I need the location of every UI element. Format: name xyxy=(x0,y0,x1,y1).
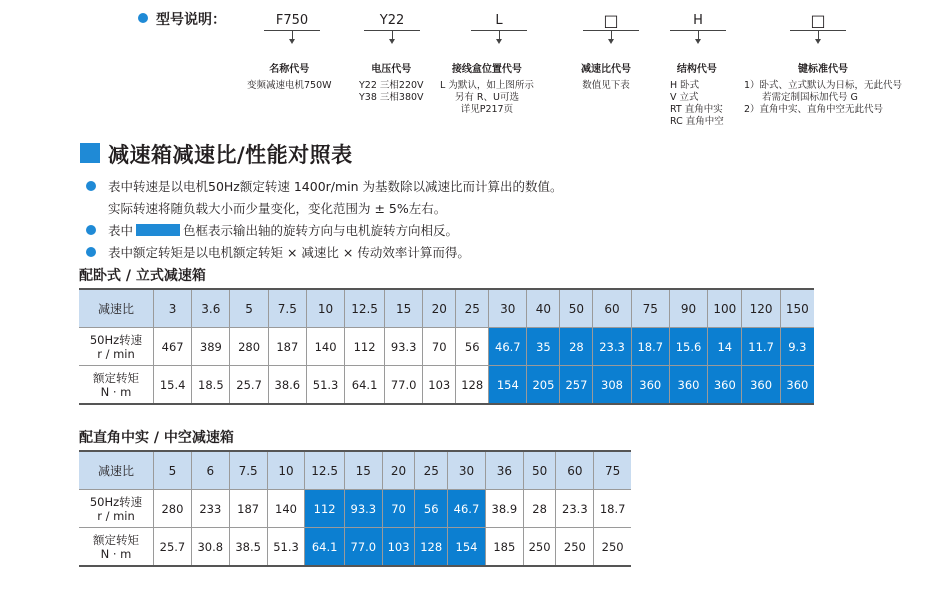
desc-line: RC 直角中空 xyxy=(670,116,724,127)
torque-cell: 64.1 xyxy=(345,366,385,405)
torque-cell: 128 xyxy=(415,528,448,567)
ratio-cell: 100 xyxy=(708,289,742,328)
torque-cell: 205 xyxy=(527,366,560,405)
code-f750 xyxy=(262,12,322,39)
torque-cell: 51.3 xyxy=(306,366,344,405)
ratio-cell: 120 xyxy=(742,289,780,328)
ratio-cell: 75 xyxy=(594,451,631,490)
speed-cell: 11.7 xyxy=(742,328,780,366)
ratio-cell: 36 xyxy=(485,451,523,490)
speed-cell: 467 xyxy=(154,328,192,366)
desc-line: 详见P217页 xyxy=(460,104,514,115)
desc-title: 名称代号 xyxy=(269,64,310,75)
ratio-cell: 40 xyxy=(527,289,560,328)
note-text: 实际转速将随负载大小而少量变化，变化范围为 ± 5%左右。 xyxy=(108,201,447,216)
desc-title: 减速比代号 xyxy=(581,64,631,75)
desc-voltage xyxy=(359,64,424,104)
desc-line: RT 直角中实 xyxy=(670,104,723,115)
desc-title: 键标准代号 xyxy=(798,64,849,75)
speed-cell: 140 xyxy=(306,328,344,366)
speed-cell: 112 xyxy=(305,490,344,528)
desc-line: 1）卧式、立式默认为日标，无此代号 xyxy=(744,80,903,91)
speed-cell: 46.7 xyxy=(448,490,486,528)
desc-line: L 为默认，如上图所示 xyxy=(440,80,534,91)
torque-cell: 15.4 xyxy=(154,366,192,405)
speed-cell: 18.7 xyxy=(631,328,669,366)
torque-cell: 154 xyxy=(489,366,527,405)
code-symbol: L xyxy=(495,13,503,28)
note-text: 表中 xyxy=(108,223,134,238)
speed-cell: 28 xyxy=(560,328,593,366)
speed-cell: 233 xyxy=(191,490,229,528)
ratio-cell: 5 xyxy=(230,289,268,328)
speed-cell: 187 xyxy=(229,490,267,528)
code-h xyxy=(668,12,728,39)
code-symbol: Y22 xyxy=(379,13,405,28)
speed-cell: 46.7 xyxy=(489,328,527,366)
desc-line: 另有 R、U可选 xyxy=(454,92,519,103)
speed-cell: 140 xyxy=(267,490,305,528)
speed-cell: 56 xyxy=(456,328,489,366)
note-text: 表中转速是以电机50Hz额定转速 1400r/min 为基数除以减速比而计算出的数值。 xyxy=(108,179,563,194)
torque-cell: 51.3 xyxy=(267,528,305,567)
speed-cell: 35 xyxy=(527,328,560,366)
torque-cell: 360 xyxy=(669,366,707,405)
ratio-cell: 3 xyxy=(154,289,192,328)
ratio-cell: 60 xyxy=(556,451,594,490)
note-1 xyxy=(86,177,563,195)
bullet-icon xyxy=(86,247,96,257)
ratio-cell: 12.5 xyxy=(345,289,385,328)
ratio-cell: 7.5 xyxy=(229,451,267,490)
ratio-cell: 150 xyxy=(780,289,814,328)
ratio-cell: 60 xyxy=(593,289,631,328)
ratio-cell: 7.5 xyxy=(268,289,306,328)
desc-title: 接线盒位置代号 xyxy=(451,64,522,75)
bullet-icon xyxy=(138,13,148,23)
speed-cell: 23.3 xyxy=(593,328,631,366)
desc-key xyxy=(744,64,902,116)
desc-name xyxy=(247,64,332,92)
desc-line: Y38 三相380V xyxy=(359,92,424,103)
table-right-angle xyxy=(79,450,631,567)
speed-cell: 18.7 xyxy=(594,490,631,528)
ratio-cell: 20 xyxy=(382,451,415,490)
speed-cell: 23.3 xyxy=(556,490,594,528)
torque-cell: 128 xyxy=(456,366,489,405)
torque-cell: 360 xyxy=(742,366,780,405)
ratio-cell: 10 xyxy=(306,289,344,328)
speed-cell: 187 xyxy=(268,328,306,366)
ratio-cell: 50 xyxy=(560,289,593,328)
code-ratio xyxy=(581,12,641,39)
page-title: 减速箱减速比/性能对照表 xyxy=(108,143,353,167)
blue-legend-swatch xyxy=(136,224,180,236)
torque-cell: 257 xyxy=(560,366,593,405)
ratio-cell: 20 xyxy=(423,289,456,328)
torque-cell: 64.1 xyxy=(305,528,344,567)
speed-cell: 112 xyxy=(345,328,385,366)
torque-cell: 30.8 xyxy=(191,528,229,567)
bullet-icon xyxy=(86,225,96,235)
torque-row xyxy=(79,366,814,405)
ratio-cell: 15 xyxy=(344,451,382,490)
ratio-cell: 30 xyxy=(489,289,527,328)
speed-cell: 280 xyxy=(154,490,192,528)
speed-cell: 14 xyxy=(708,328,742,366)
speed-cell: 38.9 xyxy=(485,490,523,528)
desc-line: 变频减速电机750W xyxy=(247,80,332,91)
torque-cell: 185 xyxy=(485,528,523,567)
ratio-cell: 3.6 xyxy=(192,289,230,328)
note-text: 表中额定转矩是以电机额定转矩 × 减速比 × 传动效率计算而得。 xyxy=(108,245,470,260)
heading-square-icon xyxy=(80,143,100,163)
desc-title: 结构代号 xyxy=(676,64,717,75)
torque-cell: 38.5 xyxy=(229,528,267,567)
desc-line: 2）直角中实、直角中空无此代号 xyxy=(744,104,884,115)
torque-cell: 103 xyxy=(423,366,456,405)
speed-cell: 93.3 xyxy=(344,490,382,528)
table1-title: 配卧式 / 立式减速箱 xyxy=(79,268,206,284)
ratio-row xyxy=(79,451,631,490)
ratio-cell: 25 xyxy=(456,289,489,328)
speed-cell: 70 xyxy=(423,328,456,366)
torque-cell: 25.7 xyxy=(154,528,192,567)
table-horizontal-vertical xyxy=(79,288,814,405)
ratio-cell: 75 xyxy=(631,289,669,328)
ratio-label: 减速比 xyxy=(79,451,154,490)
speed-cell: 280 xyxy=(230,328,268,366)
ratio-label: 减速比 xyxy=(79,289,154,328)
ratio-cell: 10 xyxy=(267,451,305,490)
speed-cell: 15.6 xyxy=(669,328,707,366)
desc-line: H 卧式 xyxy=(670,80,700,91)
speed-label: 50Hz转速 r / min xyxy=(79,490,154,528)
note-2 xyxy=(86,221,458,239)
speed-cell: 389 xyxy=(192,328,230,366)
code-key xyxy=(788,12,848,39)
speed-label: 50Hz转速 r / min xyxy=(79,328,154,366)
ratio-cell: 50 xyxy=(523,451,556,490)
desc-line: V 立式 xyxy=(670,92,699,103)
desc-junction xyxy=(440,64,534,116)
speed-row xyxy=(79,328,814,366)
code-symbol: H xyxy=(693,13,703,28)
speed-cell: 70 xyxy=(382,490,415,528)
ratio-cell: 5 xyxy=(154,451,192,490)
torque-cell: 25.7 xyxy=(230,366,268,405)
torque-label: 额定转矩 N · m xyxy=(79,366,154,405)
code-symbol: □ xyxy=(810,11,826,30)
desc-line: Y22 三相220V xyxy=(359,80,424,91)
torque-cell: 308 xyxy=(593,366,631,405)
code-symbol: □ xyxy=(603,11,619,30)
code-y22 xyxy=(362,12,422,39)
torque-cell: 360 xyxy=(631,366,669,405)
speed-cell: 28 xyxy=(523,490,556,528)
ratio-row xyxy=(79,289,814,328)
torque-cell: 250 xyxy=(523,528,556,567)
table2-title: 配直角中实 / 中空减速箱 xyxy=(79,430,234,446)
torque-cell: 77.0 xyxy=(385,366,423,405)
torque-cell: 250 xyxy=(556,528,594,567)
torque-cell: 250 xyxy=(594,528,631,567)
torque-cell: 360 xyxy=(780,366,814,405)
ratio-cell: 12.5 xyxy=(305,451,344,490)
torque-cell: 77.0 xyxy=(344,528,382,567)
bullet-icon xyxy=(86,181,96,191)
ratio-cell: 90 xyxy=(669,289,707,328)
note-3 xyxy=(86,243,470,261)
torque-cell: 360 xyxy=(708,366,742,405)
code-symbol: F750 xyxy=(275,13,309,28)
desc-title: 电压代号 xyxy=(371,64,412,75)
ratio-cell: 6 xyxy=(191,451,229,490)
torque-row xyxy=(79,528,631,567)
note-1b xyxy=(108,199,446,217)
torque-cell: 18.5 xyxy=(192,366,230,405)
note-text: 色框表示输出轴的旋转方向与电机旋转方向相反。 xyxy=(183,223,459,238)
desc-line: 若需定制国标加代号 G xyxy=(762,92,858,103)
torque-cell: 103 xyxy=(382,528,415,567)
desc-line: 数值见下表 xyxy=(582,80,630,91)
desc-structure xyxy=(670,64,724,128)
speed-cell: 9.3 xyxy=(780,328,814,366)
ratio-cell: 15 xyxy=(385,289,423,328)
ratio-cell: 30 xyxy=(448,451,486,490)
speed-row xyxy=(79,490,631,528)
desc-ratio xyxy=(581,64,631,92)
model-label: 型号说明： xyxy=(156,12,226,28)
code-l xyxy=(469,12,529,39)
torque-cell: 38.6 xyxy=(268,366,306,405)
torque-cell: 154 xyxy=(448,528,486,567)
torque-label: 额定转矩 N · m xyxy=(79,528,154,567)
speed-cell: 93.3 xyxy=(385,328,423,366)
speed-cell: 56 xyxy=(415,490,448,528)
ratio-cell: 25 xyxy=(415,451,448,490)
